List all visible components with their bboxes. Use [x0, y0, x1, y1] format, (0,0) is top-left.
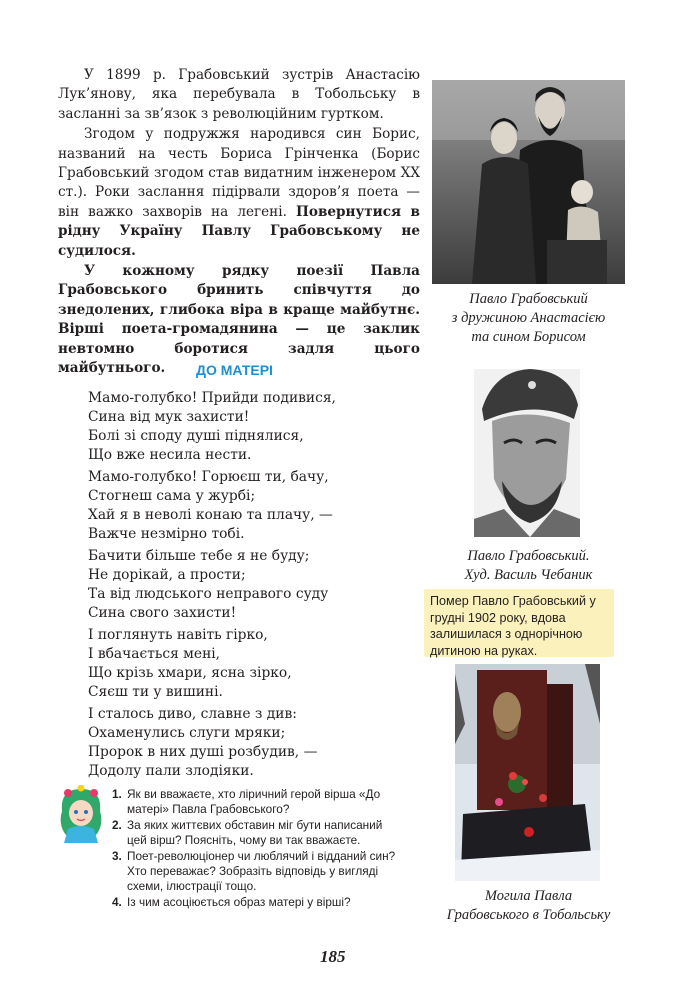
grave-illustration [455, 664, 600, 881]
question-item [112, 849, 402, 894]
paragraph-1: У 1899 р. Грабовський зустрів Анастасію Лук’янову, яка перебувала в Тобольську в засланні за зв’язок з революційним гуртком. [58, 67, 420, 122]
question-item [112, 818, 402, 848]
questions-list [112, 787, 402, 911]
poem-line: І сталось диво, славне з див: [88, 706, 297, 722]
question-text: Як ви вважаєте, хто ліричний герой вірша «До матері» Павла Грабовського? [127, 787, 381, 816]
caption-line: Павло Грабовський [469, 291, 588, 307]
poem-line: Бачити більше тебе я не буду; [88, 548, 310, 564]
stanza-3 [88, 547, 328, 623]
question-text: Поет-революціонер чи люблячий і відданий син? Хто переважає? Зобразіть відповідь у вигляді схеми, ілюстрації тощо. [127, 849, 396, 893]
poem-line: Додолу пали злодіяки. [88, 763, 254, 779]
paragraph-2-bold: Повернутися в рідну Україну Павлу Грабовському не судилося. [58, 203, 420, 259]
poem-title: ДО МАТЕРІ [196, 362, 273, 378]
poem-line: Пророк в них душі розбудив, — [88, 744, 318, 760]
page-number: 185 [320, 947, 346, 966]
question-number: 4. [112, 895, 122, 909]
info-note: Помер Павло Грабовський у грудні 1902 року, вдова залишилася з однорічною дитиною на руках. [424, 589, 614, 657]
stanza-1 [88, 389, 336, 465]
stanza-5 [88, 705, 317, 781]
grave-photo [455, 664, 600, 881]
family-caption [432, 290, 625, 347]
caption-line: з дружиною Анастасією [451, 310, 606, 326]
paragraph-2-text: Згодом у подружжя народився син Борис, названий на честь Бориса Грінченка (Борис Грабовський згодом став видатним інженером XX ст.). Роки заслання підірвали здоров’я поета — він важко захворів на легені. [58, 126, 420, 220]
poem-line: Що крізь хмари, ясна зірко, [88, 665, 292, 681]
poem-line: Стогнеш сама у журбі; [88, 488, 256, 504]
intro-text [58, 66, 420, 380]
poem-line: Важче незмірно тобі. [88, 526, 245, 542]
question-text: Із чим асоціюється образ матері у вірші? [127, 895, 351, 909]
poem-line: Що вже несила нести. [88, 447, 252, 463]
poem-line: Болі зі споду душі піднялися, [88, 428, 304, 444]
question-text: За яких життєвих обставин міг бути написаний цей вірш? Поясніть, чому ви так вважаєте. [127, 818, 383, 847]
stanza-2 [88, 468, 333, 544]
family-photo-illustration [432, 80, 625, 284]
poem-line: Хай я в неволі конаю та плачу, — [88, 507, 333, 523]
poem-line: Мамо-голубко! Прийди подивися, [88, 390, 336, 406]
portrait-drawing [474, 369, 580, 537]
caption-line: та сином Борисом [471, 329, 586, 345]
poem-line: І вбачається мені, [88, 646, 221, 662]
poem-line: Мамо-голубко! Горюєш ти, бачу, [88, 469, 329, 485]
poem-line: Не дорікай, а прости; [88, 567, 246, 583]
paragraph-3: У кожному рядку поезії Павла Грабовського бринить співчуття до знедолених, глибока віра в краще майбутнє. Вірші поета-громадянина — це заклик невтомно боротися задля цього майбутнього. [58, 263, 420, 377]
poem-line: І поглянуть навіть гірко, [88, 627, 268, 643]
caption-line: Худ. Василь Чебаник [464, 567, 593, 583]
poem-line: Сяєш ти у вишині. [88, 684, 223, 700]
question-number: 3. [112, 849, 122, 863]
poem-line: Та від людського неправого суду [88, 586, 329, 602]
girl-mascot-icon [56, 785, 106, 843]
question-item [112, 787, 402, 817]
poem-line: Сина свого захисти! [88, 605, 237, 621]
paragraph-2 [58, 125, 420, 261]
portrait-caption [432, 547, 625, 585]
caption-line: Могила Павла [484, 888, 573, 904]
question-item [112, 895, 402, 910]
mascot-illustration [56, 785, 106, 843]
grave-caption [432, 887, 625, 925]
poem-line: Сина від мук захисти! [88, 409, 250, 425]
portrait-illustration [474, 369, 580, 537]
caption-line: Павло Грабовський. [467, 548, 590, 564]
question-number: 1. [112, 787, 122, 801]
family-photo [432, 80, 625, 284]
caption-line: Грабовського в Тобольську [446, 907, 611, 923]
question-number: 2. [112, 818, 122, 832]
stanza-4 [88, 626, 292, 702]
poem-line: Охаменулись слуги мряки; [88, 725, 286, 741]
